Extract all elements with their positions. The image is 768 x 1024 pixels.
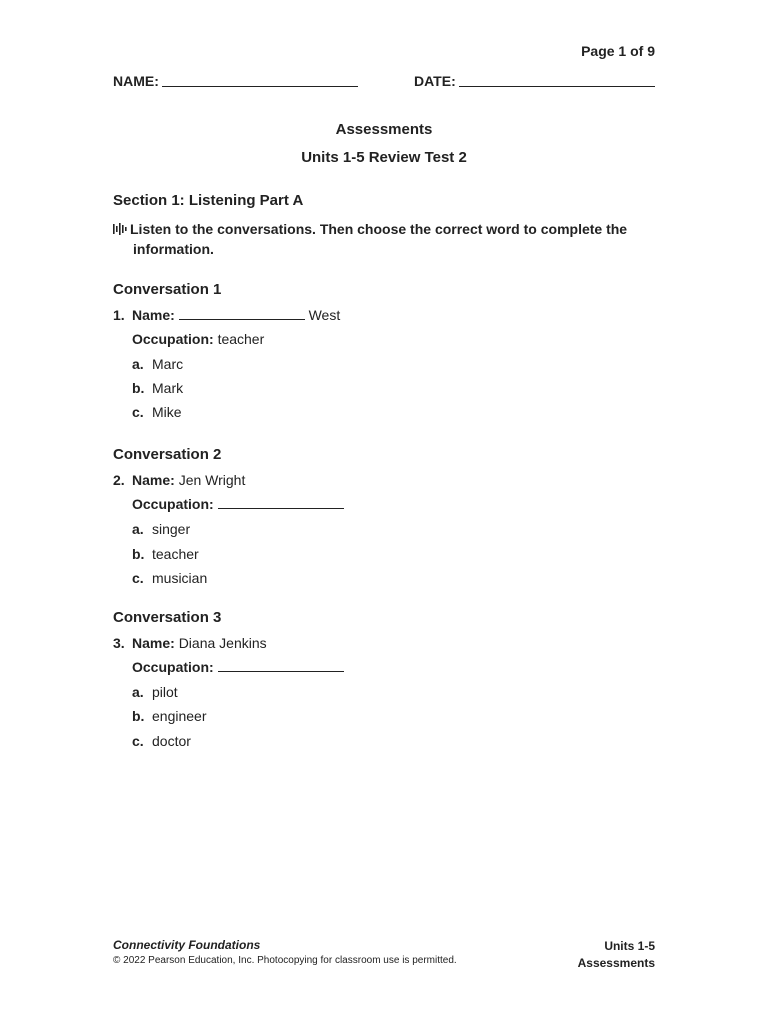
option-letter: c. [132,733,144,749]
question-1 [113,307,125,323]
option-text: singer [152,521,191,537]
option-text: Marc [152,356,184,372]
name-blank[interactable] [179,307,305,320]
option-text: musician [152,570,208,586]
name-value: Jen Wright [178,472,246,488]
footer-brand: Connectivity Foundations [113,938,261,952]
question-number: 1. [113,307,125,323]
option-c[interactable] [132,404,182,420]
name-label: Name: [132,635,175,651]
question-3-occupation-row [132,659,344,675]
option-letter: b. [132,380,145,396]
option-letter: c. [132,404,144,420]
question-number: 3. [113,635,125,651]
page-number: Page 1 of 9 [581,43,655,59]
occupation-label: Occupation: [132,496,214,512]
question-3-name-row [132,635,267,651]
name-value: West [308,307,341,323]
question-number: 2. [113,472,125,488]
option-text: doctor [152,733,191,749]
option-b[interactable] [132,546,199,562]
instruction-line-2: information. [133,241,214,257]
instructions [113,219,653,259]
question-2-name-row [132,472,245,488]
footer-left [113,938,457,966]
option-a[interactable] [132,356,183,372]
option-text: engineer [152,708,207,724]
option-text: teacher [152,546,199,562]
option-c[interactable] [132,733,191,749]
question-2-occupation-row [132,496,344,512]
question-1-name-row [132,307,340,323]
option-letter: a. [132,684,144,700]
conversation-1-title: Conversation 1 [113,281,222,298]
option-text: pilot [152,684,178,700]
occupation-blank[interactable] [218,659,344,672]
option-letter: a. [132,356,144,372]
option-text: Mark [152,380,184,396]
occupation-label: Occupation: [132,659,214,675]
option-a[interactable] [132,521,190,537]
name-value: Diana Jenkins [178,635,267,651]
name-label: NAME: [113,73,159,89]
section-title: Section 1: Listening Part A [113,192,304,209]
audio-icon [113,223,128,235]
question-2 [113,472,125,488]
option-letter: c. [132,570,144,586]
name-field[interactable] [162,86,358,87]
option-letter: b. [132,546,145,562]
option-a[interactable] [132,684,178,700]
doc-title: Assessments [335,121,433,138]
instruction-line-1: Listen to the conversations. Then choose the correct word to complete the [130,221,628,237]
option-text: Mike [152,404,182,420]
name-label: Name: [132,472,175,488]
footer-units: Units 1-5 [604,939,655,953]
conversation-3-title: Conversation 3 [113,609,222,626]
doc-subtitle: Units 1-5 Review Test 2 [301,149,467,166]
option-b[interactable] [132,380,183,396]
option-c[interactable] [132,570,207,586]
date-label: DATE: [414,73,456,89]
occupation-value: teacher [217,331,265,347]
name-label: Name: [132,307,175,323]
footer-copyright: © 2022 Pearson Education, Inc. Photocopying for classroom use is permitted. [113,955,457,966]
option-letter: b. [132,708,145,724]
footer-assessments: Assessments [577,956,655,970]
option-letter: a. [132,521,144,537]
footer-right [578,938,655,972]
conversation-2-title: Conversation 2 [113,446,222,463]
question-3 [113,635,125,651]
occupation-blank[interactable] [218,496,344,509]
option-b[interactable] [132,708,207,724]
date-field[interactable] [459,86,655,87]
question-1-occupation-row [132,331,264,347]
occupation-label: Occupation: [132,331,214,347]
